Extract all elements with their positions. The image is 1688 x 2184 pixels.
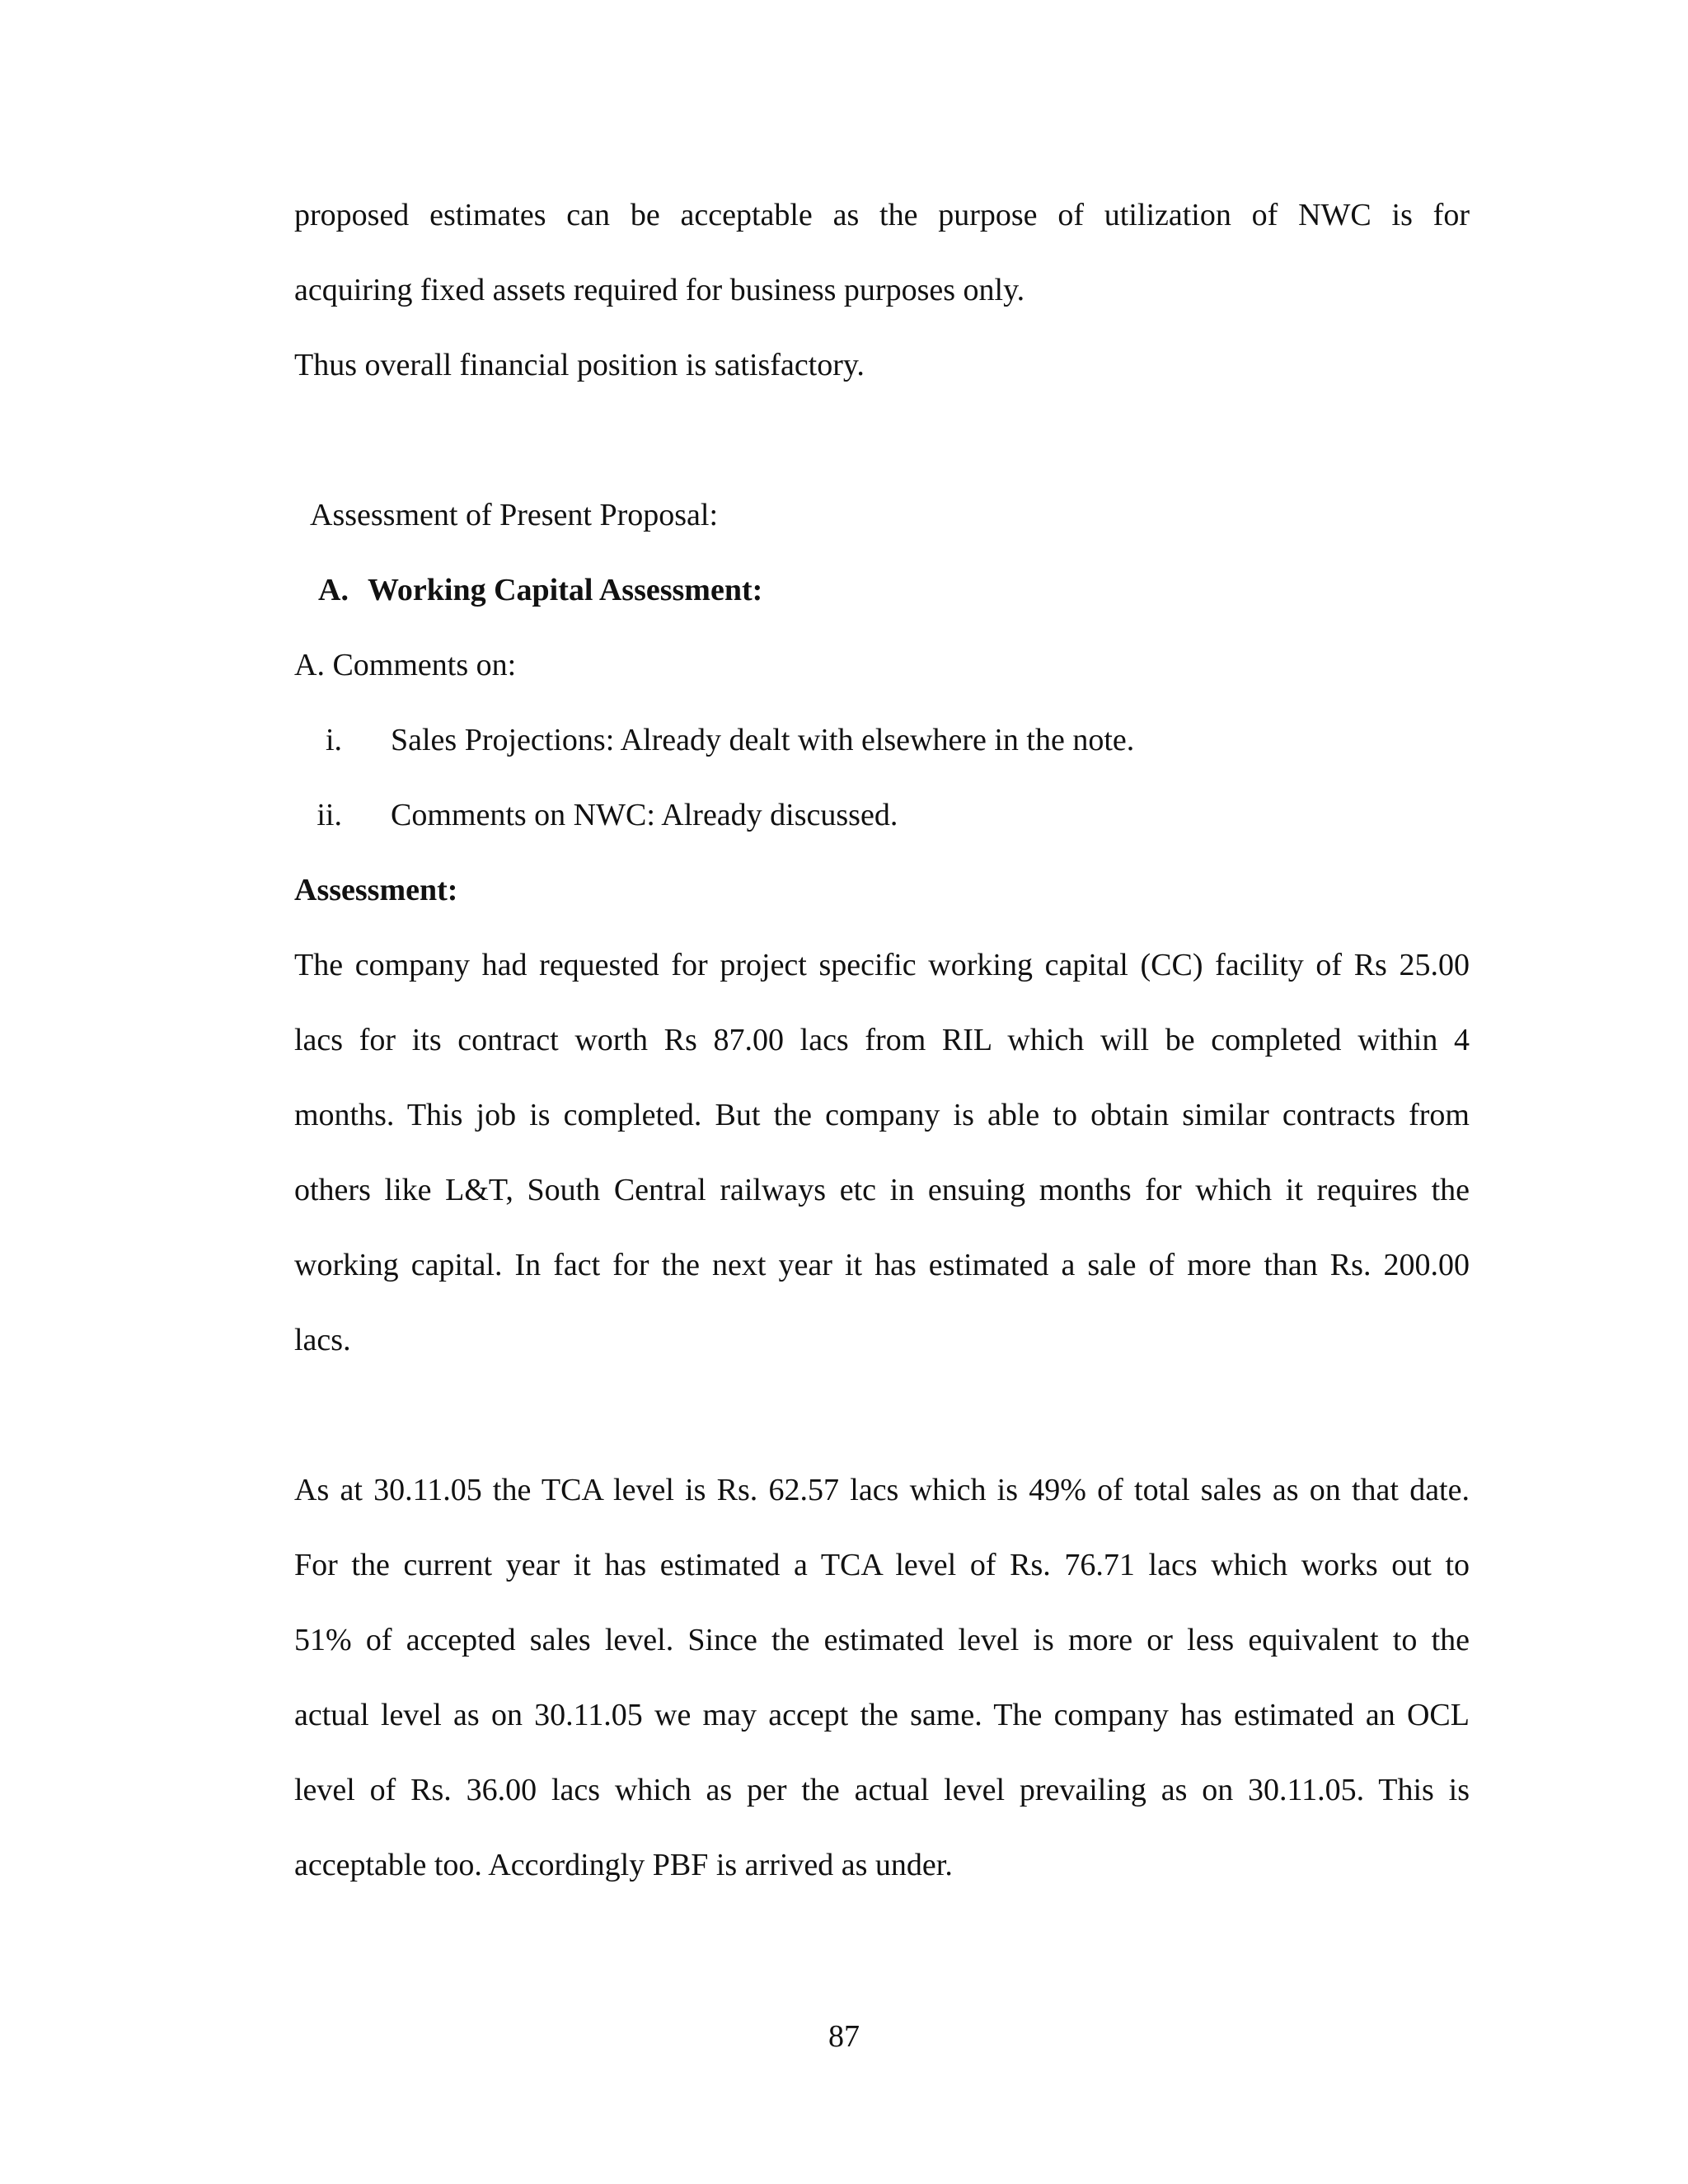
assessment-label: Assessment: [294,873,458,907]
paragraph1-line-5: working capital. In fact for the next year it has estimated a sale of more than Rs. 200.00 [294,1248,1470,1282]
assessment-of-proposal-heading: Assessment of Present Proposal: [310,498,719,532]
paragraph2-line-2: For the current year it has estimated a TCA level of Rs. 76.71 lacs which works out to [294,1548,1470,1582]
paragraph2-line-6: acceptable too. Accordingly PBF is arrived as under. [294,1848,953,1882]
page-number: 87 [828,2019,860,2054]
paragraph1-line-4: others like L&T, South Central railways etc in ensuing months for which it requires the [294,1173,1470,1207]
list-item-comments-on-nwc: Comments on NWC: Already discussed. [391,798,898,832]
paragraph1-line-6: lacs. [294,1323,351,1357]
paragraph2-line-5: level of Rs. 36.00 lacs which as per the actual level prevailing as on 30.11.05. This is [294,1773,1470,1807]
paragraph1-line-2: lacs for its contract worth Rs 87.00 lacs from RIL which will be completed within 4 [294,1023,1470,1057]
paragraph2-line-3: 51% of accepted sales level. Since the estimated level is more or less equivalent to the [294,1623,1470,1657]
paragraph2-line-4: actual level as on 30.11.05 we may accept the same. The company has estimated an OCL [294,1698,1470,1732]
comments-heading: A. Comments on: [294,648,517,682]
intro-line-3: Thus overall financial position is satisfactory. [294,348,865,382]
paragraph2-line-1: As at 30.11.05 the TCA level is Rs. 62.57 lacs which is 49% of total sales as on that date. [294,1473,1470,1507]
intro-line-2: acquiring fixed assets required for business purposes only. [294,273,1025,307]
list-numeral-i: i. [325,723,342,757]
list-numeral-ii: ii. [316,798,342,832]
section-a-marker: A. [318,573,349,607]
paragraph1-line-3: months. This job is completed. But the company is able to obtain similar contracts from [294,1098,1470,1132]
section-a-title: Working Capital Assessment: [368,573,763,607]
paragraph1-line-1: The company had requested for project specific working capital (CC) facility of Rs 25.00 [294,948,1470,982]
list-item-sales-projections: Sales Projections: Already dealt with elsewhere in the note. [391,723,1135,757]
intro-line-1: proposed estimates can be acceptable as the purpose of utilization of NWC is for [294,198,1470,232]
